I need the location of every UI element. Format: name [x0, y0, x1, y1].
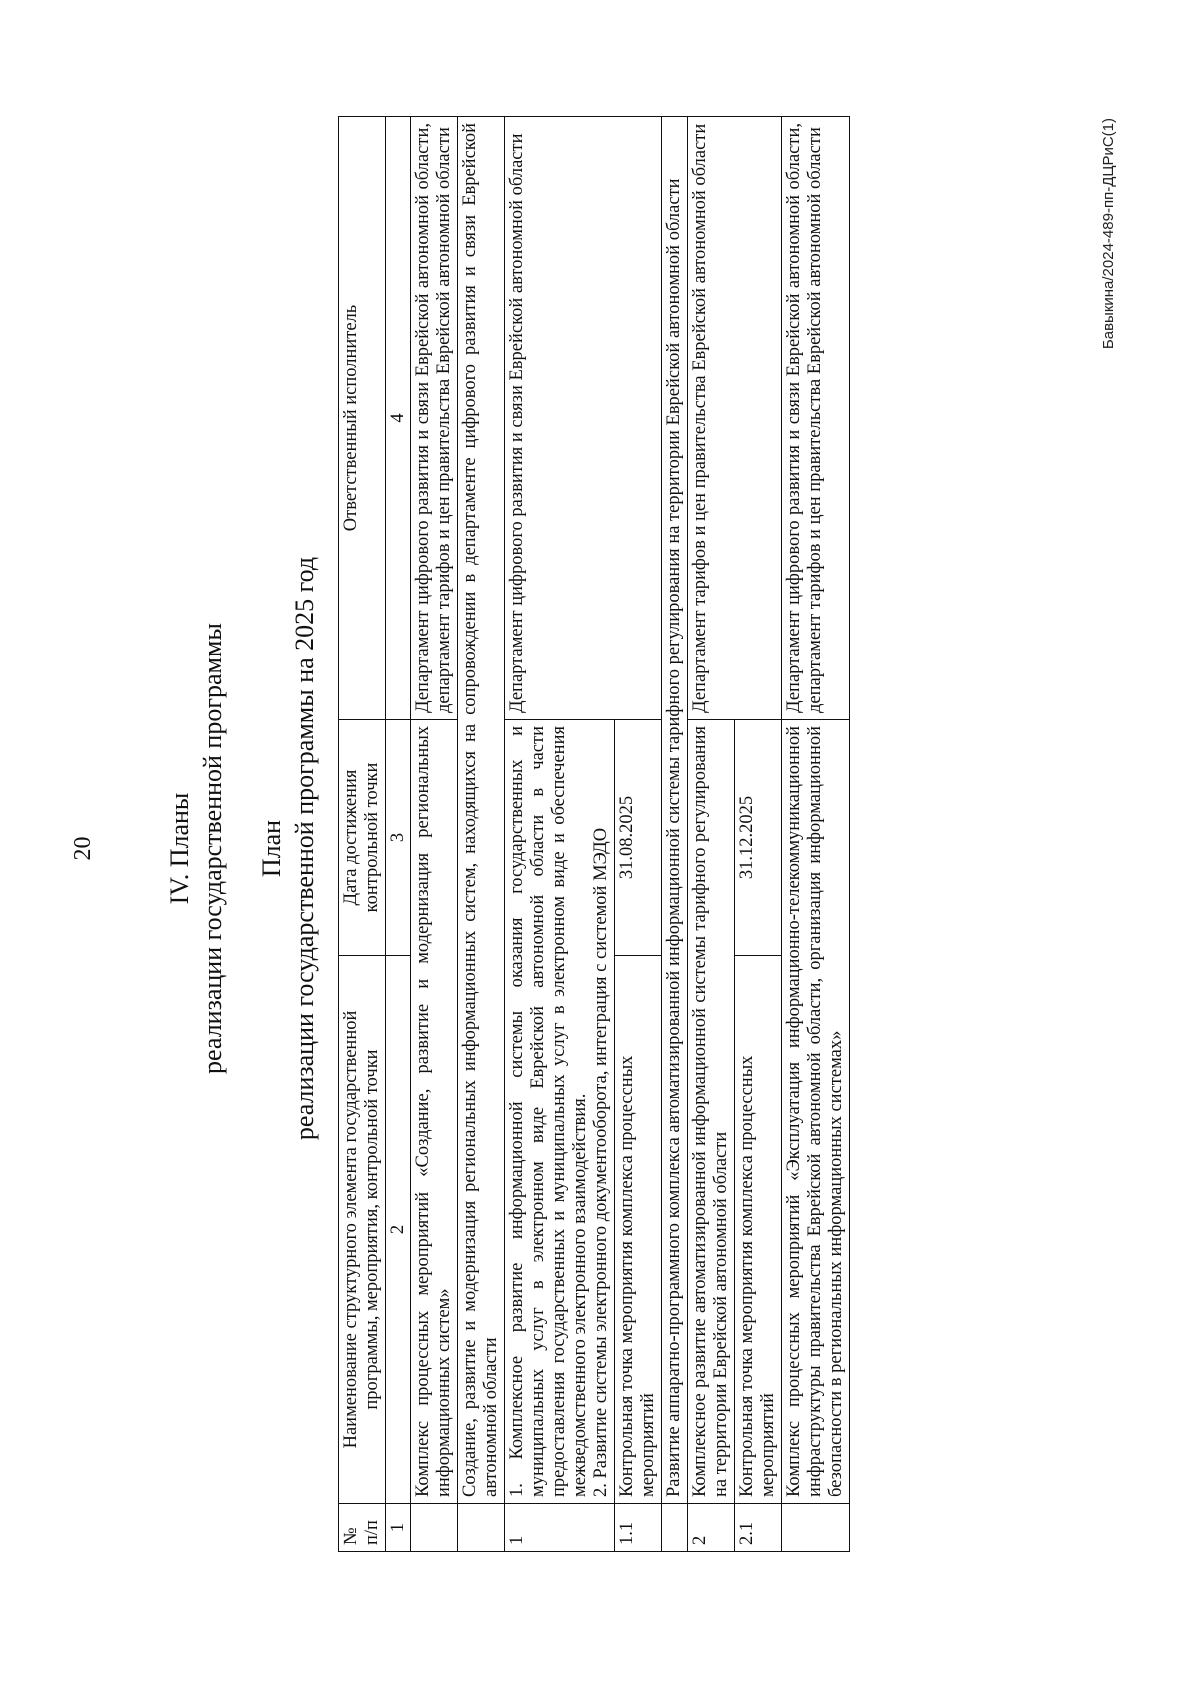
row-date: 31.08.2025: [615, 720, 662, 956]
table-row: [411, 117, 458, 1552]
table-section-row: [458, 117, 505, 1552]
table-row: [782, 117, 850, 1552]
column-number: 3: [386, 720, 411, 956]
column-number: 1: [386, 1504, 411, 1552]
table-section-row: [662, 117, 688, 1552]
page-number: 20: [70, 836, 96, 861]
row-name: Комплекс процессных мероприятий «Эксплуатация информационно-телекоммуникационной инфраструктуры правительства Еврейской автономной области, организация информационной безопасности в региональных информационных системах»: [782, 720, 850, 1504]
table-row: [505, 117, 615, 1552]
table-row: [688, 117, 735, 1552]
row-name: Контрольная точка мероприятия комплекса процессных мероприятий: [735, 956, 782, 1504]
section-title: IV. Планы: [165, 792, 194, 905]
document-code: Бавыкина/2024-489-пп-ДЦРиС(1): [1100, 118, 1117, 350]
plan-title: План: [257, 819, 286, 878]
header-date: Дата достижения контрольной точки: [339, 720, 386, 956]
header-responsible: Ответственный исполнитель: [339, 117, 386, 720]
row-num: [662, 1504, 688, 1552]
row-num: [782, 1504, 850, 1552]
header-name: Наименование структурного элемента государственной программы, мероприятия, контрольной точки: [339, 956, 386, 1504]
row-num: 1: [505, 1504, 615, 1552]
column-number: 2: [386, 956, 411, 1504]
section-row-text: Создание, развитие и модернизация региональных информационных систем, находящихся на сопровождении в департаменте цифрового развития и связи Еврейской автономной области: [458, 117, 505, 1504]
row-num: 1.1: [615, 1504, 662, 1552]
row-num: [458, 1504, 505, 1552]
row-name: Контрольная точка мероприятия комплекса процессных мероприятий: [615, 956, 662, 1504]
row-responsible: Департамент цифрового развития и связи Еврейской автономной области: [505, 117, 662, 720]
section-subtitle: реализации государственной программы: [198, 623, 227, 1074]
plan-table: [338, 116, 850, 1552]
header-num: № п/п: [339, 1504, 386, 1552]
row-num: 2.1: [735, 1504, 782, 1552]
row-responsible: Департамент цифрового развития и связи Еврейской автономной области, департамент тарифов и цен правительства Еврейской автономной области: [411, 117, 458, 720]
section-row-text: Развитие аппаратно-программного комплекса автоматизированной информационной системы тарифного регулирования на территории Еврейской автономной области: [662, 117, 688, 1504]
column-number-row: [386, 117, 411, 1552]
table-header-row: [339, 117, 386, 1552]
row-name: 1. Комплексное развитие информационной системы оказания государственных и муниципальных услуг в электронном виде Еврейской автономной области в части предоставления государственных и муниципальных услуг в электронном виде и обеспечения межведомственного электронного взаимодействия. 2. Развитие системы электронного документооборота, интеграция с системой МЭДО: [505, 720, 615, 1504]
plan-subtitle: реализации государственной программы на 2025 год: [290, 556, 319, 1141]
row-date: 31.12.2025: [735, 720, 782, 956]
row-num: [411, 1504, 458, 1552]
row-name: Комплексное развитие автоматизированной информационной системы тарифного регулирования на территории Еврейской автономной области: [688, 720, 735, 1504]
row-responsible: Департамент цифрового развития и связи Еврейской автономной области, департамент тарифов и цен правительства Еврейской автономной области: [782, 117, 850, 720]
row-name: Комплекс процессных мероприятий «Создание, развитие и модернизация региональных информационных систем»: [411, 720, 458, 1504]
row-num: 2: [688, 1504, 735, 1552]
row-responsible: Департамент тарифов и цен правительства Еврейской автономной области: [688, 117, 782, 720]
column-number: 4: [386, 117, 411, 720]
